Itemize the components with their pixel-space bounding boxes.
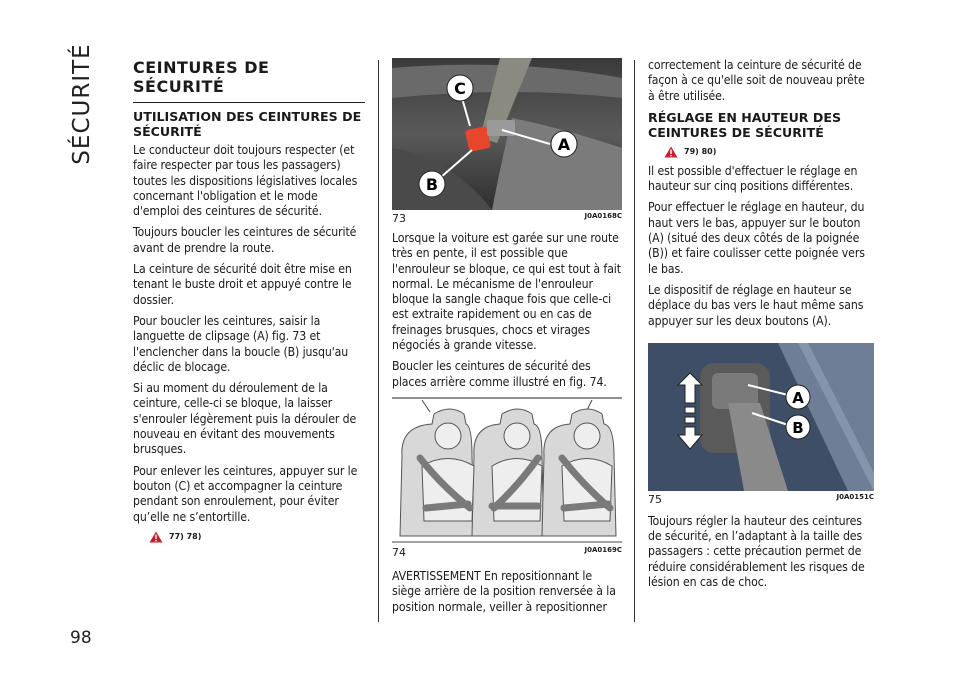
warning-triangle-icon <box>664 146 678 158</box>
warning-triangle-icon <box>149 531 163 543</box>
figure-code: J0A0169C <box>584 545 622 554</box>
paragraph: Si au moment du déroulement de la ceinture, celle-ci se bloque, la laisser s'enrouler légèrement puis la dérouler de nouveau en évitant des mouvements brusques. <box>133 381 357 457</box>
figure-75 <box>648 343 874 506</box>
page-number: 98 <box>70 628 92 648</box>
paragraph: Pour boucler les ceintures, saisir la languette de clipsage (A) fig. 73 et l'enclencher dans la boucle (B) jusqu'au déclic de blocage. <box>133 313 349 374</box>
paragraph: Toujours régler la hauteur des ceintures de sécurité, en l’adaptant à la taille des passagers : cette précaution permet de réduire considérablement les risques de lésion en cas de choc. <box>648 513 865 590</box>
callout-b: B <box>792 418 804 437</box>
figure-number: 75 <box>648 492 662 506</box>
callout-c: C <box>454 79 466 98</box>
callout-b: B <box>425 175 439 194</box>
column-2 <box>392 58 622 621</box>
paragraph: Lorsque la voiture est garée sur une route très en pente, il est possible que l'enrouleur se bloque, ce qui est tout à fait normal. Le mécanisme de l'enrouleur bloque la sangle chaque fois que celle-ci est extraite rapidement ou en cas de freinages brusques, chocs et virages négociés à grande vitesse. <box>392 231 621 353</box>
warning-reference[interactable] <box>664 146 874 158</box>
page-title: CEINTURES DE SÉCURITÉ <box>133 58 365 103</box>
warning-paragraph: AVERTISSEMENT En repositionnant le siège arrière de la position renversée à la position normale, veiller à repositionner <box>392 568 616 614</box>
figure-number: 74 <box>392 545 406 559</box>
paragraph: Toujours boucler les ceintures de sécurité avant de prendre la route. <box>133 225 357 255</box>
column-3 <box>648 58 874 596</box>
section-title-height-adjust: RÉGLAGE EN HAUTEUR DES CEINTURES DE SÉCURITÉ <box>648 109 842 140</box>
warning-reference-numbers: 79) 80) <box>684 147 717 157</box>
height-adjuster-photo <box>648 343 874 491</box>
figure-code: J0A0151C <box>836 492 874 501</box>
paragraph: Il est possible d'effectuer le réglage en hauteur sur cinq positions différentes. <box>648 163 858 194</box>
paragraph: Pour enlever les ceintures, appuyer sur le bouton (C) et accompagner la ceinture pendant son enroulement, pour éviter qu’elle ne s’entortille. <box>133 463 358 524</box>
figure-caption <box>648 493 874 506</box>
paragraph: Pour effectuer le réglage en hauteur, du haut vers le bas, appuyer sur le bouton (A) (situé des deux côtés de la poignée (B)) et faire coulisser cette poignée vers le bas. <box>648 200 865 276</box>
column-divider <box>378 60 379 622</box>
side-section-label: SÉCURITÉ <box>69 43 95 165</box>
paragraph: correctement la ceinture de sécurité de façon à ce qu'elle soit de nouveau prête à être utilisée. <box>648 58 865 103</box>
paragraph: Boucler les ceintures de sécurité des places arrière comme illustré en fig. 74. <box>392 359 607 389</box>
seatbelt-buckle-photo <box>392 58 622 210</box>
column-divider <box>634 60 635 622</box>
figure-74 <box>392 396 622 559</box>
figure-73 <box>392 58 622 225</box>
figure-number: 73 <box>392 212 406 225</box>
paragraph: Le conducteur doit toujours respecter (et faire respecter par tous les passagers) toutes les dispositions législatives locales concernant l'obligation et le mode d'emploi des ceintures de sécurité. <box>133 143 358 219</box>
paragraph: La ceinture de sécurité doit être mise en tenant le buste droit et appuyé contre le dossier. <box>133 262 352 307</box>
figure-caption <box>392 212 622 225</box>
paragraph: Le dispositif de réglage en hauteur se déplace du bas vers le haut même sans appuyer sur les deux boutons (A). <box>648 282 864 328</box>
callout-a: A <box>557 135 571 154</box>
rear-seats-belts-diagram <box>392 396 622 544</box>
warning-reference-numbers: 77) 78) <box>169 532 202 542</box>
warning-reference[interactable] <box>149 531 365 543</box>
figure-code: J0A0168C <box>584 212 622 220</box>
column-1 <box>133 58 365 543</box>
figure-caption <box>392 546 622 559</box>
section-title-usage: UTILISATION DES CEINTURES DE SÉCURITÉ <box>133 109 362 139</box>
callout-a: A <box>792 388 804 407</box>
